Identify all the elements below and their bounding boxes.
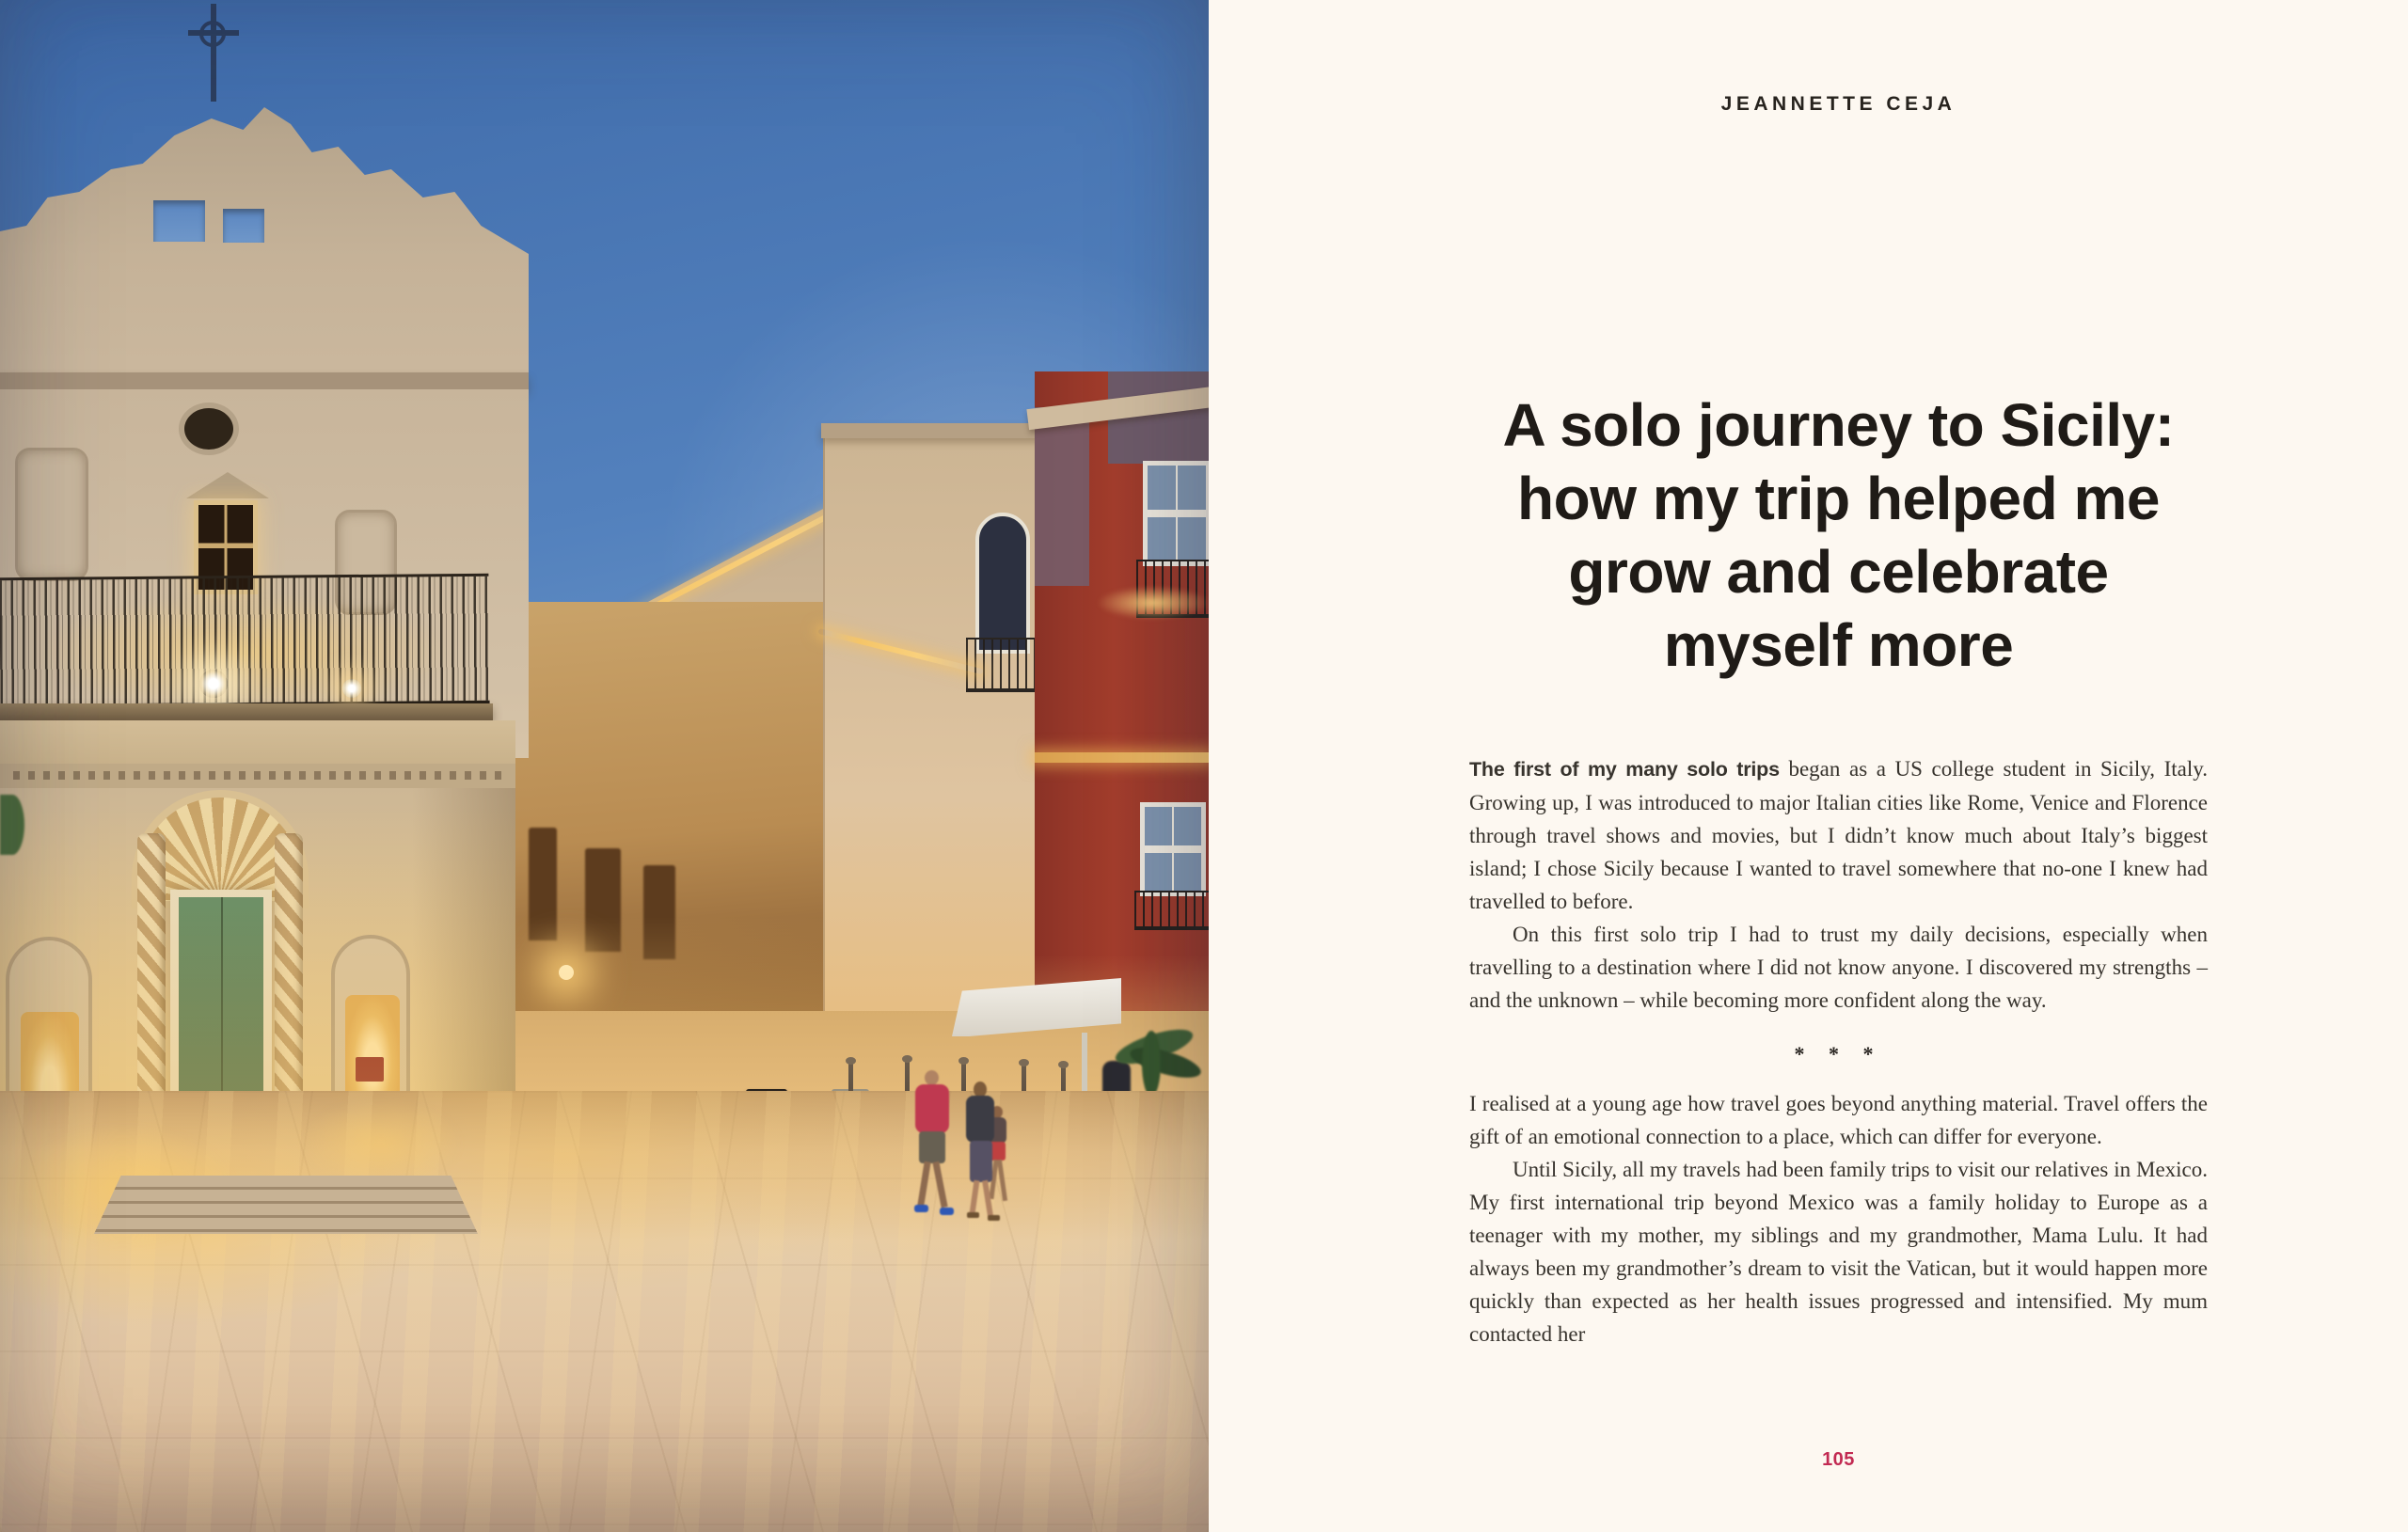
- paragraph: Until Sicily, all my travels had been family trips to visit our relatives in Mexico. My first international trip beyond Mexico was a family holiday to Europe as a teenager with my mother, my siblings and my grandmother, Mama Lulu. It had always been my grandmother’s dream to visit the Vatican, but it would happen more quickly than expected as her health issues progressed and intensified. My mum contacted her: [1469, 1158, 2208, 1346]
- running-head-author: JEANNETTE CEJA: [1720, 93, 1956, 115]
- paragraph: I realised at a young age how travel goes beyond anything material. Travel offers the gift of an emotional connection to a place, which can differ for everyone.: [1469, 1092, 2208, 1148]
- title-line: A solo journey to Sicily:: [1502, 391, 2175, 459]
- title-line: how my trip helped me: [1517, 465, 2160, 532]
- title-line: myself more: [1663, 611, 2014, 679]
- page-number: 105: [1822, 1449, 1855, 1470]
- paragraph-lead-in: The first of my many solo trips: [1469, 758, 1780, 781]
- page-content: [1469, 0, 2208, 1532]
- paragraph: [1469, 752, 2208, 918]
- section-divider: * * *: [1794, 1042, 1883, 1066]
- book-page: [1209, 0, 2408, 1532]
- body-text: [1469, 752, 2208, 1350]
- paragraph-text: began as a US college student in Sicily, Italy. Growing up, I was introduced to major Italian cities like Rome, Venice and Florence through travel shows and movies, but I didn’t know much about Italy’s biggest island; I chose Sicily because I wanted to travel somewhere that no-one I knew had travelled to before.: [1469, 757, 2208, 913]
- title-line: grow and celebrate: [1568, 538, 2109, 606]
- chapter-title: [1385, 388, 2292, 682]
- paragraph: On this first solo trip I had to trust my daily decisions, especially when travelling to a destination where I did not know anyone. I discovered my strengths – and the unknown – while becoming more confident along the way.: [1469, 923, 2208, 1012]
